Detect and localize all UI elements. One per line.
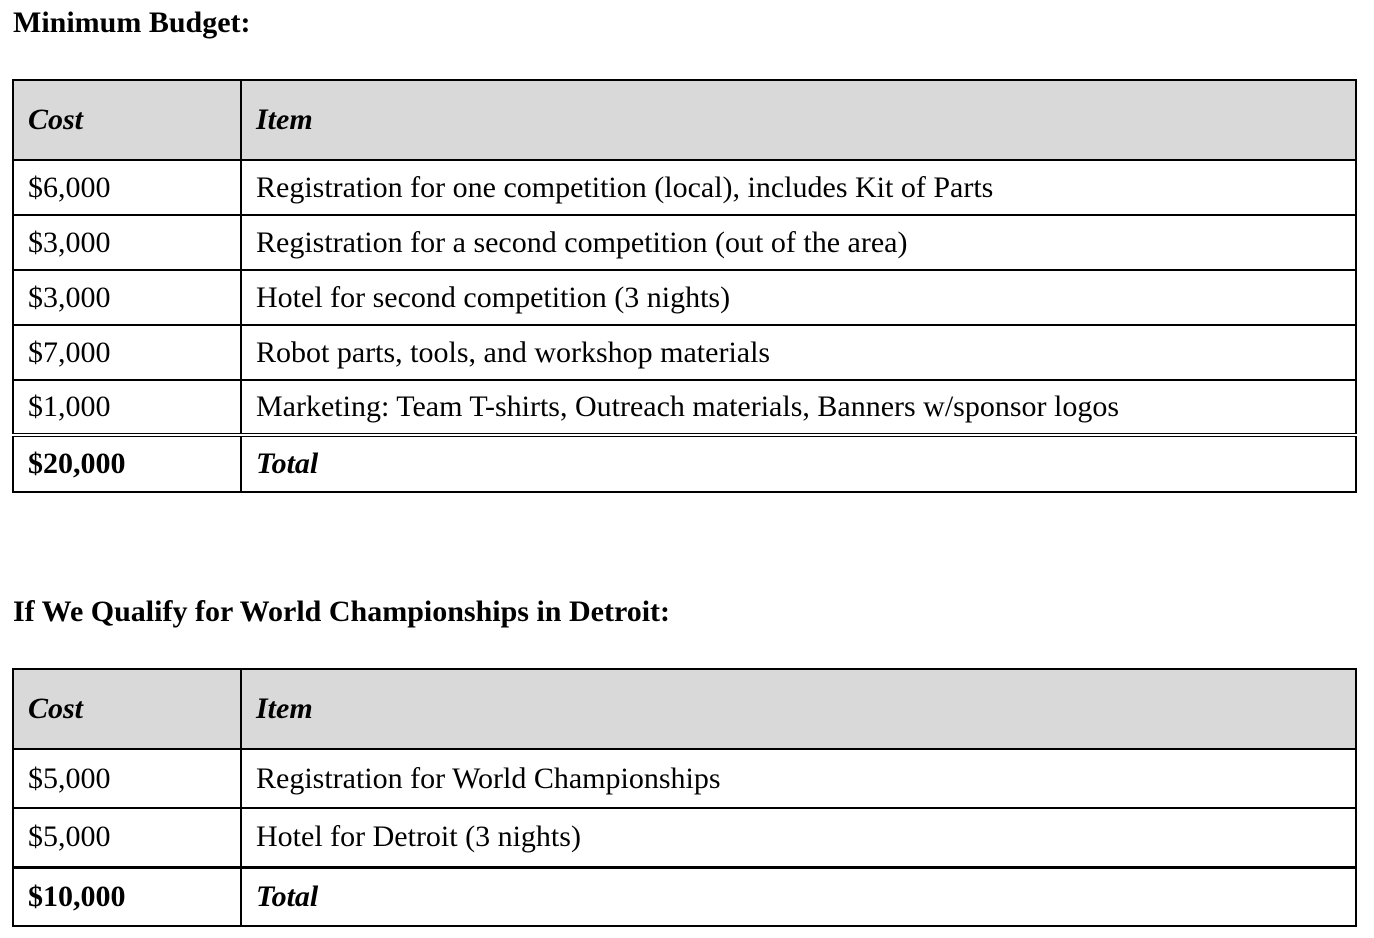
table-row	[13, 749, 1356, 808]
world-championships-table	[12, 668, 1357, 927]
table-row	[13, 325, 1356, 380]
cost-cell: $3,000	[13, 270, 241, 325]
total-cost-cell: $20,000	[13, 435, 241, 492]
total-cost-cell: $10,000	[13, 867, 241, 926]
item-cell: Registration for one competition (local), includes Kit of Parts	[241, 160, 1356, 215]
cost-column-header: Cost	[13, 80, 241, 160]
world-championships-heading: If We Qualify for World Championships in Detroit:	[13, 595, 671, 628]
total-row	[13, 435, 1356, 492]
item-column-header: Item	[241, 80, 1356, 160]
table-row	[13, 160, 1356, 215]
minimum-budget-table	[12, 79, 1357, 493]
item-column-header: Item	[241, 669, 1356, 749]
item-cell: Marketing: Team T-shirts, Outreach materials, Banners w/sponsor logos	[241, 380, 1356, 435]
total-label-cell: Total	[241, 867, 1356, 926]
cost-column-header: Cost	[13, 669, 241, 749]
table-header-row	[13, 80, 1356, 160]
cost-cell: $5,000	[13, 808, 241, 867]
table-row	[13, 270, 1356, 325]
total-label-cell: Total	[241, 435, 1356, 492]
table-row	[13, 808, 1356, 867]
item-cell: Hotel for second competition (3 nights)	[241, 270, 1356, 325]
item-cell: Registration for a second competition (out of the area)	[241, 215, 1356, 270]
cost-cell: $7,000	[13, 325, 241, 380]
cost-cell: $1,000	[13, 380, 241, 435]
cost-cell: $5,000	[13, 749, 241, 808]
item-cell: Robot parts, tools, and workshop materials	[241, 325, 1356, 380]
cost-cell: $3,000	[13, 215, 241, 270]
table-header-row	[13, 669, 1356, 749]
table-row	[13, 215, 1356, 270]
table-row	[13, 380, 1356, 435]
item-cell: Registration for World Championships	[241, 749, 1356, 808]
total-row	[13, 867, 1356, 926]
cost-cell: $6,000	[13, 160, 241, 215]
minimum-budget-heading: Minimum Budget:	[13, 6, 251, 39]
item-cell: Hotel for Detroit (3 nights)	[241, 808, 1356, 867]
